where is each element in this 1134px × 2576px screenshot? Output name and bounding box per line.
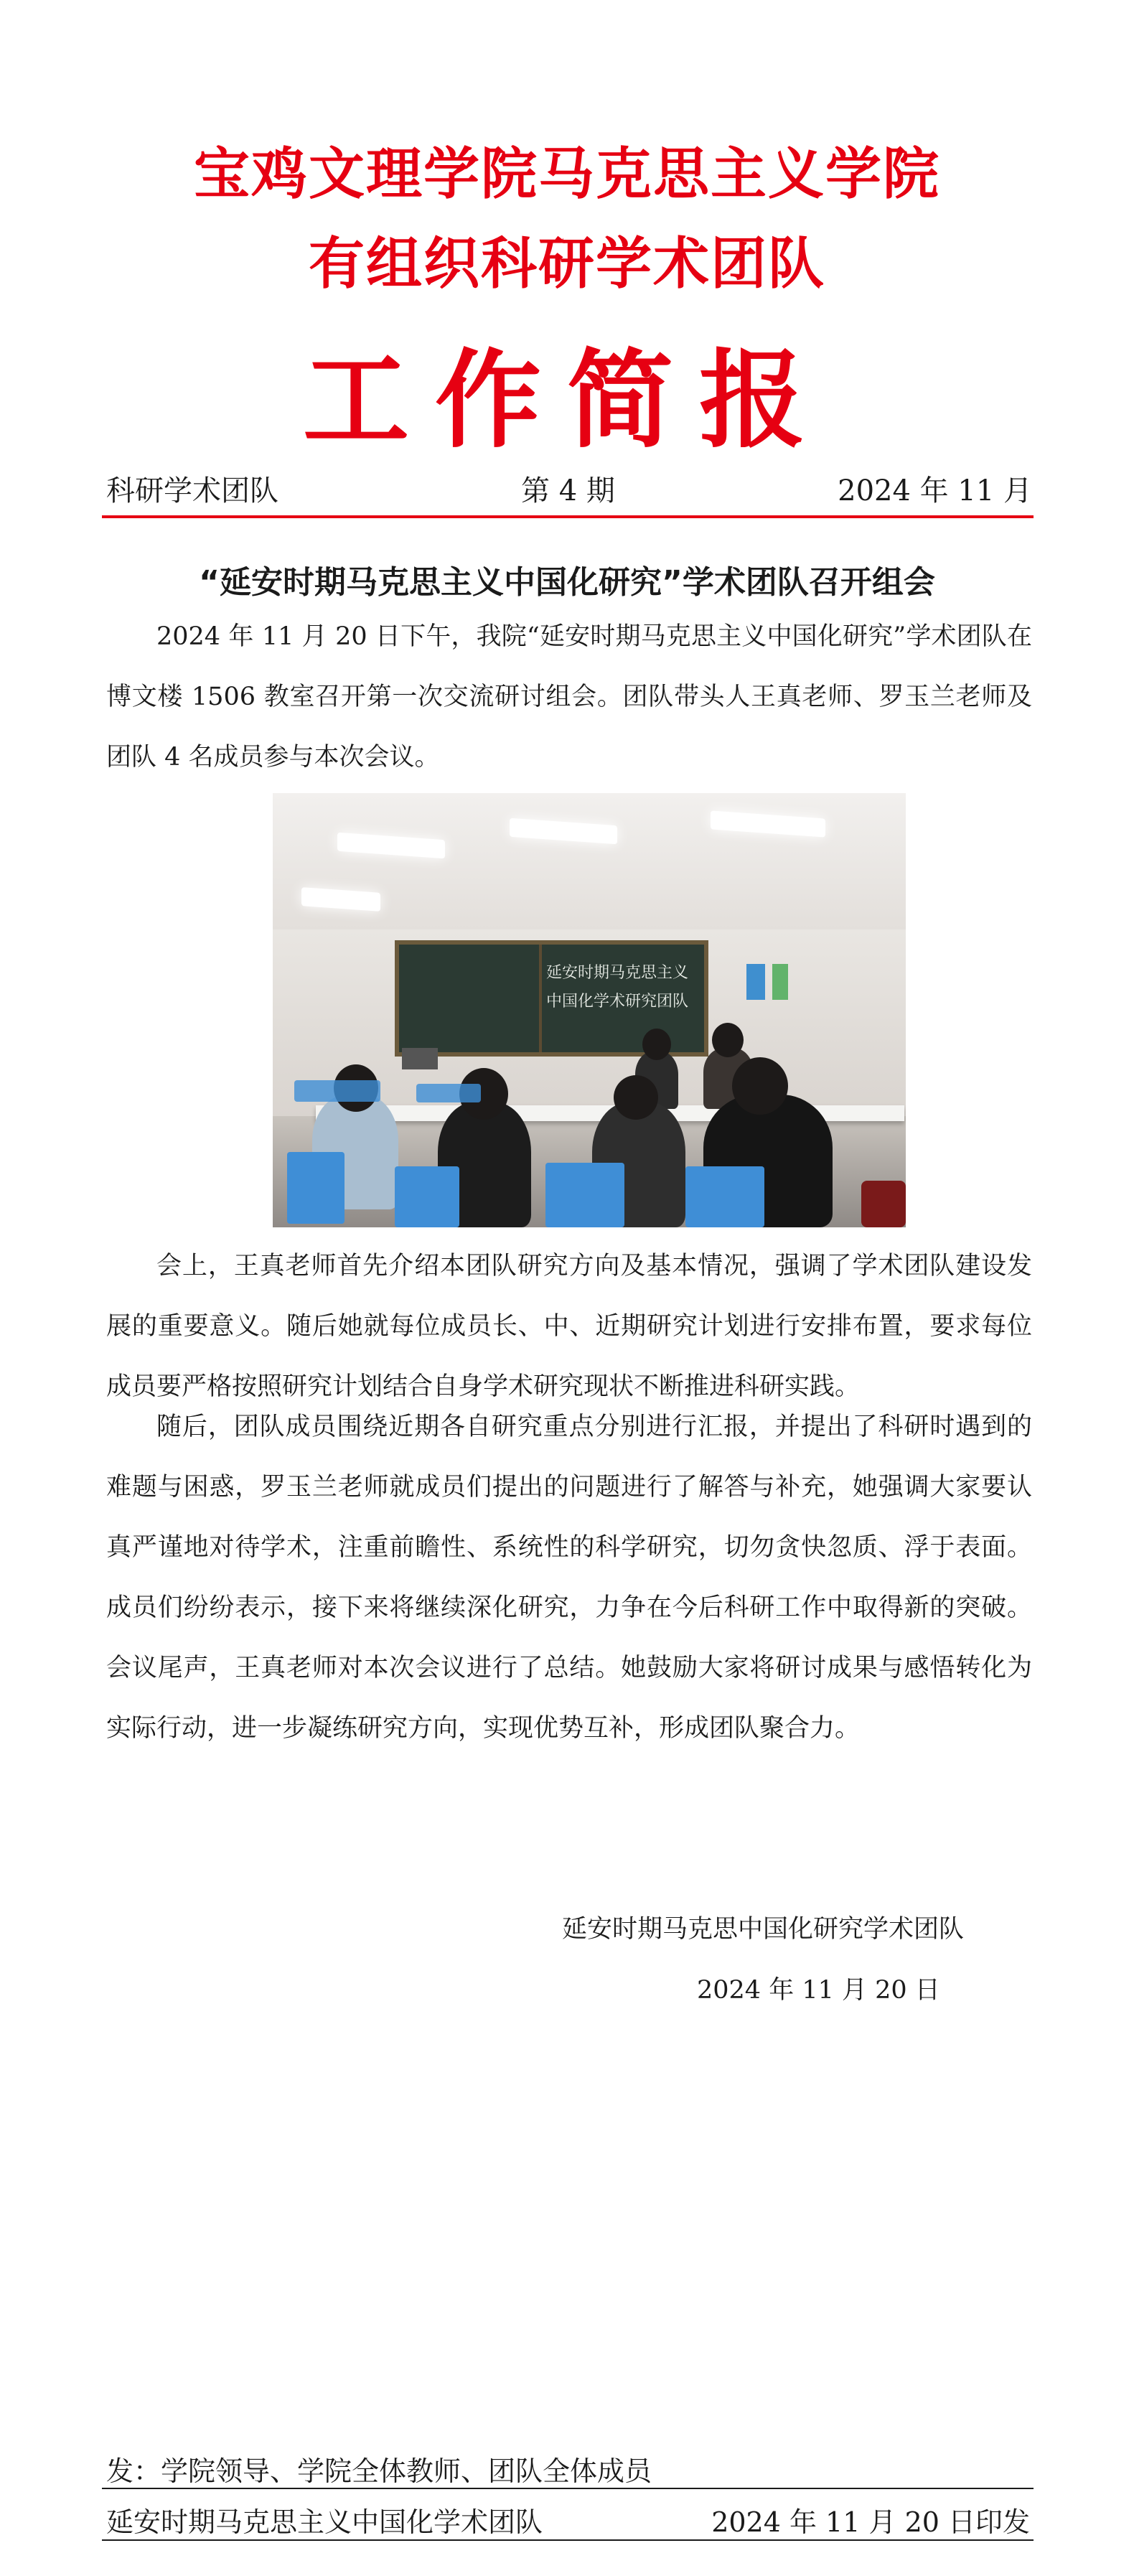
blackboard-text-line-1: 延安时期马克思主义 — [546, 964, 689, 982]
meeting-photo — [273, 793, 906, 1227]
printed-by: 延安时期马克思主义中国化学术团队 — [106, 2506, 543, 2538]
article-paragraph-1: 2024 年 11 月 20 日下午，我院“延安时期马克思主义中国化研究”学术团队在博文楼 1506 教室召开第一次交流研讨组会。团队带头人王真老师、罗玉兰老师及团队 4 名成员参与本次会议。 — [106, 622, 1032, 772]
brief-header-institution: 宝鸡文理学院马克思主义学院 — [193, 142, 940, 207]
issue-number: 第 4 期 — [521, 474, 615, 507]
distribution-list: 发：学院领导、学院全体教师、团队全体成员 — [106, 2455, 652, 2487]
article-title: “延安时期马克思主义中国化研究”学术团队召开组会 — [199, 564, 935, 601]
footer-divider-2 — [102, 2539, 1034, 2541]
footer-divider-1 — [102, 2488, 1034, 2489]
issue-info-row — [106, 468, 1032, 511]
blackboard-text-line-2: 中国化学术研究团队 — [546, 993, 689, 1011]
article-paragraph-3: 随后，团队成员围绕近期各自研究重点分别进行汇报，并提出了科研时遇到的难题与困惑，罗玉兰老师就成员们提出的问题进行了解答与补充，她强调大家要认真严谨地对待学术，注重前瞻性、系统性的科学研究，切勿贪快忽质、浮于表面。成员们纷纷表示，接下来将继续深化研究，力争在今后科研工作中取得新的突破。会议尾声，王真老师对本次会议进行了总结。她鼓励大家将研讨成果与感悟转化为实际行动，进一步凝练研究方向，实现优势互补，形成团队聚合力。 — [106, 1413, 1032, 1743]
header-divider — [102, 515, 1034, 518]
signature-organization: 延安时期马克思中国化研究学术团队 — [562, 1915, 965, 1944]
article-paragraph-2: 会上，王真老师首先介绍本团队研究方向及基本情况，强调了学术团队建设发展的重要意义。随后她就每位成员长、中、近期研究计划进行安排布置，要求每位成员要严格按照研究计划结合自身学术研究现状不断推进科研实践。 — [106, 1252, 1032, 1401]
issue-team: 科研学术团队 — [106, 474, 278, 507]
issue-date: 2024 年 11 月 — [838, 474, 1032, 507]
brief-header-title: 工作简报 — [303, 337, 831, 462]
brief-header-team: 有组织科研学术团队 — [308, 232, 825, 296]
printed-date: 2024 年 11 月 20 日印发 — [711, 2506, 1030, 2538]
signature-date: 2024 年 11 月 20 日 — [697, 1976, 940, 2005]
